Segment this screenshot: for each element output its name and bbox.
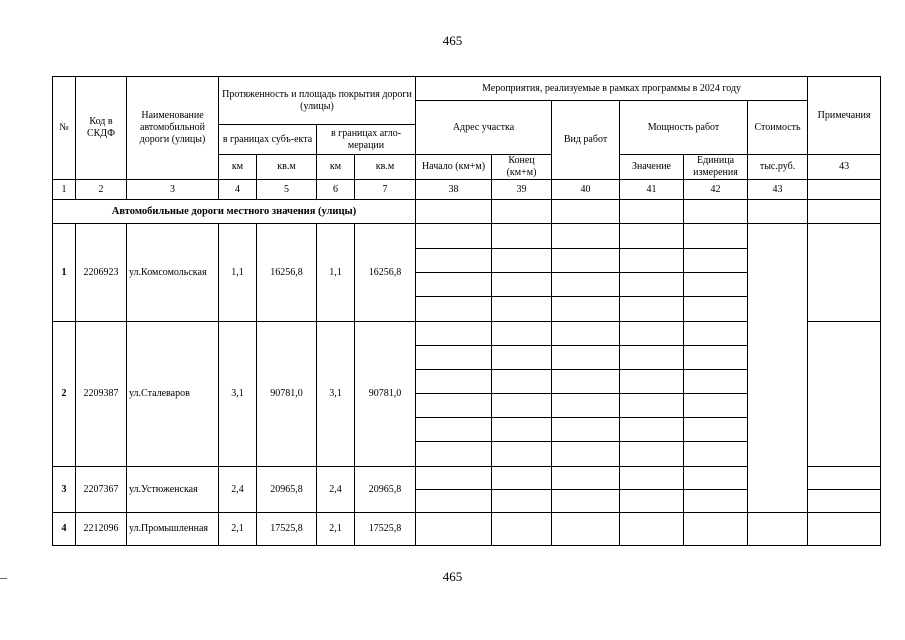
sqm-agglomeration: 20965,8 [355,467,416,513]
hdr-capacity: Мощность работ [620,101,748,155]
sqm-agglomeration: 90781,0 [355,322,416,467]
hdr-km-2: км [317,155,355,180]
colnum-43: 43 [748,180,808,200]
road-name: ул.Сталеваров [127,322,219,467]
row-number: 2 [53,322,76,467]
km-subject: 2,4 [219,467,257,513]
colnum-5: 5 [257,180,317,200]
hdr-work-type: Вид работ [552,101,620,180]
hdr-section-address: Адрес участка [416,101,552,155]
sqm-subject: 16256,8 [257,224,317,322]
hdr-start: Начало (км+м) [416,155,492,180]
hdr-within-subject: в границах субъ-екта [219,125,317,155]
hdr-within-agglomeration: в границах агло-мерации [317,125,416,155]
hdr-km-1: км [219,155,257,180]
sqm-subject: 90781,0 [257,322,317,467]
row-number: 1 [53,224,76,322]
km-subject: 3,1 [219,322,257,467]
hdr-no: № [53,77,76,180]
hdr-notes: Примечания [808,77,881,155]
hdr-length-area: Протяженность и площадь покрытия дороги (улицы) [219,77,416,125]
colnum-6: 6 [317,180,355,200]
hdr-notes-num: 43 [808,155,881,180]
sqm-agglomeration: 16256,8 [355,224,416,322]
colnum-4: 4 [219,180,257,200]
hdr-value: Значение [620,155,684,180]
colnum-7: 7 [355,180,416,200]
hdr-end: Конец (км+м) [492,155,552,180]
road-code: 2212096 [76,513,127,546]
colnum-1: 1 [53,180,76,200]
colnum-39: 39 [492,180,552,200]
road-code: 2207367 [76,467,127,513]
colnum-40: 40 [552,180,620,200]
colnum-2: 2 [76,180,127,200]
km-subject: 2,1 [219,513,257,546]
road-name: ул.Промышленная [127,513,219,546]
road-code: 2209387 [76,322,127,467]
cost-cell [748,224,808,513]
table-row [53,513,881,546]
colnum-3: 3 [127,180,219,200]
km-agglomeration: 1,1 [317,224,355,322]
hdr-name: Наименование автомобильной дороги (улицы) [127,77,219,180]
hdr-sqm-2: кв.м [355,155,416,180]
km-subject: 1,1 [219,224,257,322]
sqm-agglomeration: 17525,8 [355,513,416,546]
row-number: 3 [53,467,76,513]
colnum-41: 41 [620,180,684,200]
hdr-code: Код в СКДФ [76,77,127,180]
colnum-38: 38 [416,180,492,200]
page-number-bottom: 465 [442,569,463,584]
sqm-subject: 17525,8 [257,513,317,546]
colnum-42: 42 [684,180,748,200]
hdr-cost-unit: тыс.руб. [748,155,808,180]
page-number-top: 465 [442,33,463,48]
table-row [53,224,881,249]
hdr-unit: Единица измерения [684,155,748,180]
road-name: ул.Устюженская [127,467,219,513]
road-code: 2206923 [76,224,127,322]
km-agglomeration: 3,1 [317,322,355,467]
km-agglomeration: 2,4 [317,467,355,513]
roads-table [52,76,881,546]
column-numbers-row [53,180,881,200]
hdr-measures: Мероприятия, реализуемые в рамках программы в 2024 году [416,77,808,101]
road-name: ул.Комсомольская [127,224,219,322]
hdr-cost: Стоимость [748,101,808,155]
row-number: 4 [53,513,76,546]
km-agglomeration: 2,1 [317,513,355,546]
section-title: Автомобильные дороги местного значения (улицы) [53,200,416,224]
sqm-subject: 20965,8 [257,467,317,513]
margin-mark [0,578,7,579]
hdr-sqm-1: кв.м [257,155,317,180]
